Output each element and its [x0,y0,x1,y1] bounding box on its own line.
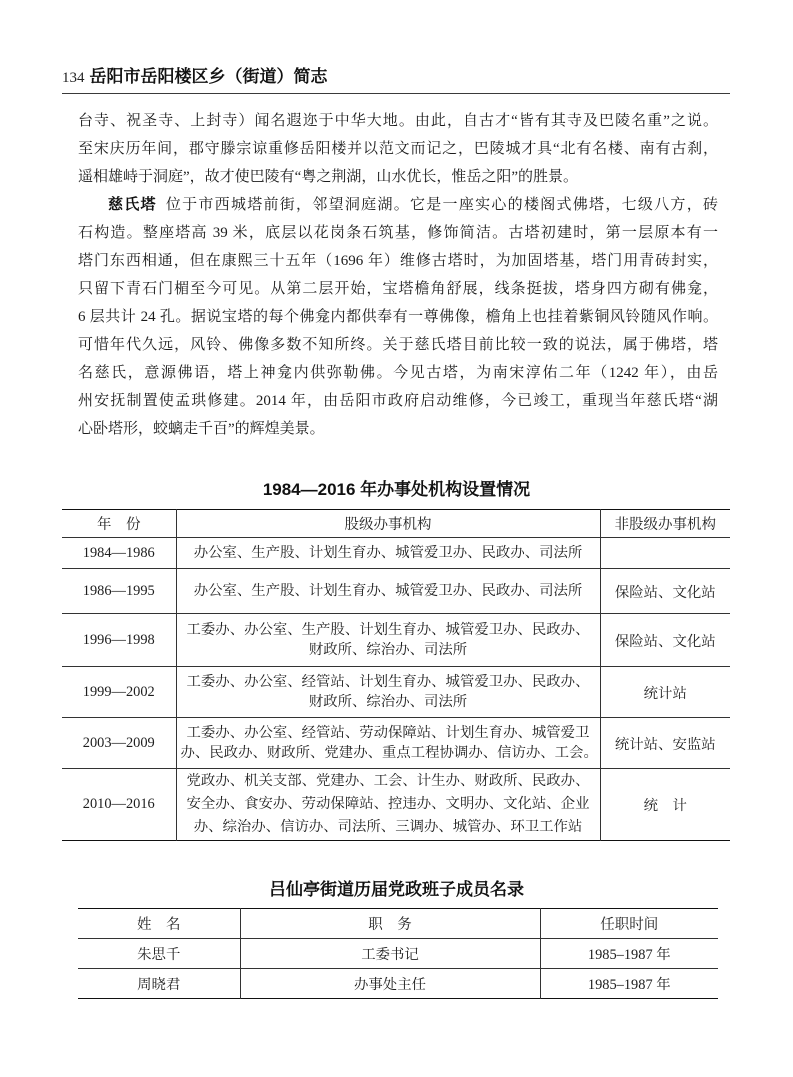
paragraph-line: 塔门东西相通，但在康熙三十五年（1696 年）维修古塔时，为加固塔基，塔门用青砖封实， [78,253,718,269]
book-title: 岳阳市岳阳楼区乡（街道）简志 [89,67,328,86]
section-units-cell [176,718,600,769]
page-number: 134 [62,70,85,86]
column-header-term: 任职时间 [540,909,718,939]
term-cell: 1985–1987 年 [540,939,718,969]
paragraph-line: 只留下青石门楣至今可见。从第二层开始，宝塔檐角舒展，线条挺拔，塔身四方砌有佛龛， [78,281,718,297]
years-cell: 2010—2016 [62,769,176,841]
paragraph-line: 至宋庆历年间，郡守滕宗谅重修岳阳楼并以范文而记之，巴陵城才具“北有名楼、南有古刹， [78,141,718,157]
paragraph-line: 遥相雄峙于洞庭”，故才使巴陵有“粤之荆湖，山水优长，惟岳之阳”的胜景。 [78,169,578,185]
table-title-organization: 1984—2016 年办事处机构设置情况 [262,480,531,499]
cell-line: 办公室、生产股、计划生育办、城管爱卫办、民政办、司法所 [193,583,583,599]
table-row [78,969,718,999]
paragraph-line: 可惜年代久远，风铃、佛像多数不知所终。关于慈氏塔目前比较一致的说法，属于佛塔，塔 [78,337,718,353]
table-header-row [62,510,730,538]
paragraph-line: 心卧塔形，蛟螭走千百”的辉煌美景。 [78,421,325,437]
paragraph-line: 州安抚制置使孟珙修建。2014 年，由岳阳市政府启动维修，今已竣工，重现当年慈氏塔“湖 [78,393,718,409]
column-header-name: 姓 名 [78,909,240,939]
table-row [62,718,730,769]
table-row [62,769,730,841]
article-body [78,107,718,443]
section-units-cell [176,569,600,614]
section-units-cell [176,538,600,569]
position-cell: 办事处主任 [240,969,540,999]
cell-line: 办、民政办、财政所、党建办、重点工程协调办、信访办、工会。 [180,745,598,761]
cell-line: 工委办、办公室、生产股、计划生育办、城管爱卫办、民政办、 [186,622,590,638]
years-cell: 2003—2009 [62,718,176,769]
cell-line: 财政所、综治办、司法所 [308,642,468,658]
name-cell: 周晓君 [78,969,240,999]
table-header-row [78,909,718,939]
running-header [62,64,730,94]
cell-line: 工委办、办公室、经管站、劳动保障站、计划生育办、城管爱卫 [186,725,590,741]
cell-line: 财政所、综治办、司法所 [308,694,468,710]
section-units-cell [176,614,600,667]
column-header-position: 职 务 [240,909,540,939]
paragraph-lead-term: 慈氏塔 [108,196,157,213]
name-cell: 朱思千 [78,939,240,969]
paragraph-first-line [78,191,718,219]
table-row [62,614,730,667]
leadership-table [78,908,718,999]
paragraph-line: 6 层共计 24 孔。据说宝塔的每个佛龛内都供奉有一尊佛像，檐角上也挂着紫铜风铃随风作响。 [78,309,718,325]
table-row [62,538,730,569]
table-title-leadership: 吕仙亭街道历届党政班子成员名录 [269,880,524,899]
table-row [62,569,730,614]
cell-line: 党政办、机关支部、党建办、工会、计生办、财政所、民政办、 [186,773,590,789]
column-header-other-units: 非股级办事机构 [600,510,730,538]
column-header-section-units: 股级办事机构 [176,510,600,538]
cell-line: 办公室、生产股、计划生育办、城管爱卫办、民政办、司法所 [193,545,583,561]
other-units-cell: 保险站、文化站 [600,614,730,667]
column-header-years: 年 份 [62,510,176,538]
position-cell: 工委书记 [240,939,540,969]
term-cell: 1985–1987 年 [540,969,718,999]
section-units-cell [176,667,600,718]
other-units-cell: 统计站、安监站 [600,718,730,769]
cell-line: 办、综治办、信访办、司法所、三调办、城管办、环卫工作站 [193,819,583,835]
other-units-cell [600,538,730,569]
paragraph-line: 名慈氏，意源佛语，塔上神龛内供弥勒佛。今见古塔，为南宋淳佑二年（1242 年），由岳 [78,365,718,381]
other-units-cell: 统 计 [600,769,730,841]
paragraph-line: 石构造。整座塔高 39 米，底层以花岗条石筑基，修饰简洁。古塔初建时，第一层原本有一 [78,225,718,241]
years-cell: 1999—2002 [62,667,176,718]
other-units-cell: 保险站、文化站 [600,569,730,614]
table-row [62,667,730,718]
organization-table [62,509,730,841]
years-cell: 1996—1998 [62,614,176,667]
years-cell: 1986—1995 [62,569,176,614]
section-units-cell [176,769,600,841]
paragraph-line-text: 位于市西城塔前街，邻望洞庭湖。它是一座实心的楼阁式佛塔，七级八方，砖 [165,197,718,213]
cell-line: 安全办、食安办、劳动保障站、控违办、文明办、文化站、企业 [186,796,590,812]
years-cell: 1984—1986 [62,538,176,569]
paragraph-line: 台寺、祝圣寺、上封寺）闻名遐迩于中华大地。由此，自古才“皆有其寺及巴陵名重”之说。 [78,113,718,129]
cell-line: 工委办、办公室、经管站、计划生育办、城管爱卫办、民政办、 [186,674,590,690]
table-row [78,939,718,969]
other-units-cell: 统计站 [600,667,730,718]
